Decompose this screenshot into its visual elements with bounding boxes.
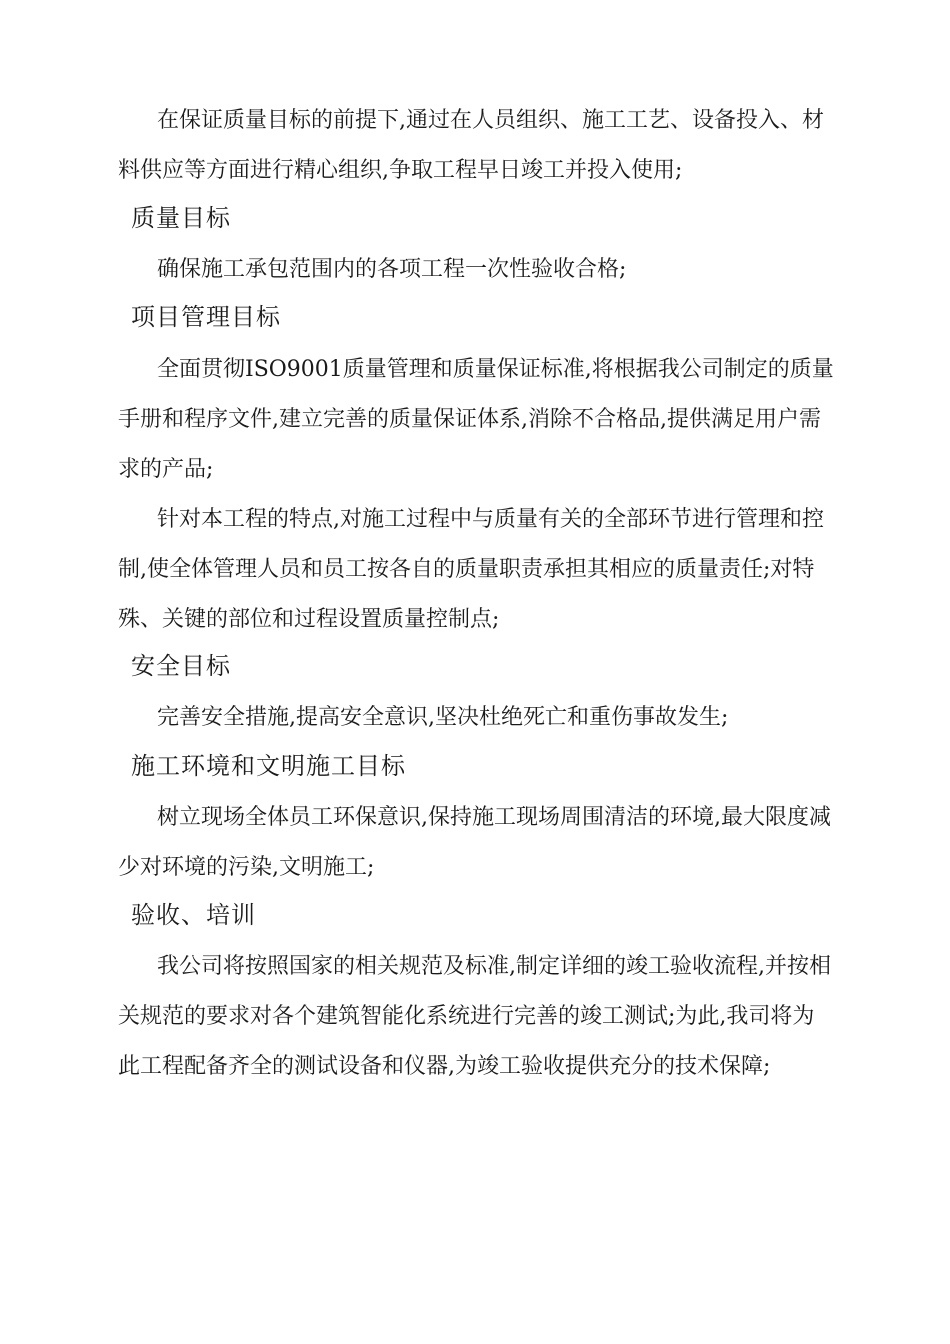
project-management-paragraph-2: 针对本工程的特点,对施工过程中与质量有关的全部环节进行管理和控制,使全体管理人员和员工按各自的质量职责承担其相应的质量责任;对特殊、关键的部位和过程设置质量控制点; xyxy=(118,507,824,632)
quality-goal-paragraph: 确保施工承包范围内的各项工程一次性验收合格; xyxy=(157,257,627,282)
acceptance-training-paragraph: 我公司将按照国家的相关规范及标准,制定详细的竣工验收流程,并按相关规范的要求对各个建筑智能化系统进行完善的竣工测试;为此,我司将为此工程配备齐全的测试设备和仪器,为竣工验收提供充分的技术保障; xyxy=(118,954,831,1079)
heading-safety-goal: 安全目标 xyxy=(131,652,231,680)
intro-paragraph: 在保证质量目标的前提下,通过在人员组织、施工工艺、设备投入、材料供应等方面进行精心组织,争取工程早日竣工并投入使用; xyxy=(118,108,824,183)
safety-goal-paragraph: 完善安全措施,提高安全意识,坚决杜绝死亡和重伤事故发生; xyxy=(157,705,729,730)
environment-goal-paragraph: 树立现场全体员工环保意识,保持施工现场周围清洁的环境,最大限度减少对环境的污染,文明施工; xyxy=(118,805,831,880)
heading-acceptance-training: 验收、培训 xyxy=(131,901,256,929)
project-management-paragraph-1: 全面贯彻ISO9001质量管理和质量保证标准,将根据我公司制定的质量手册和程序文件,建立完善的质量保证体系,消除不合格品,提供满足用户需求的产品; xyxy=(118,357,834,482)
heading-environment-goal: 施工环境和文明施工目标 xyxy=(131,752,406,780)
heading-quality-goal: 质量目标 xyxy=(131,204,231,232)
heading-project-management-goal: 项目管理目标 xyxy=(131,303,281,331)
